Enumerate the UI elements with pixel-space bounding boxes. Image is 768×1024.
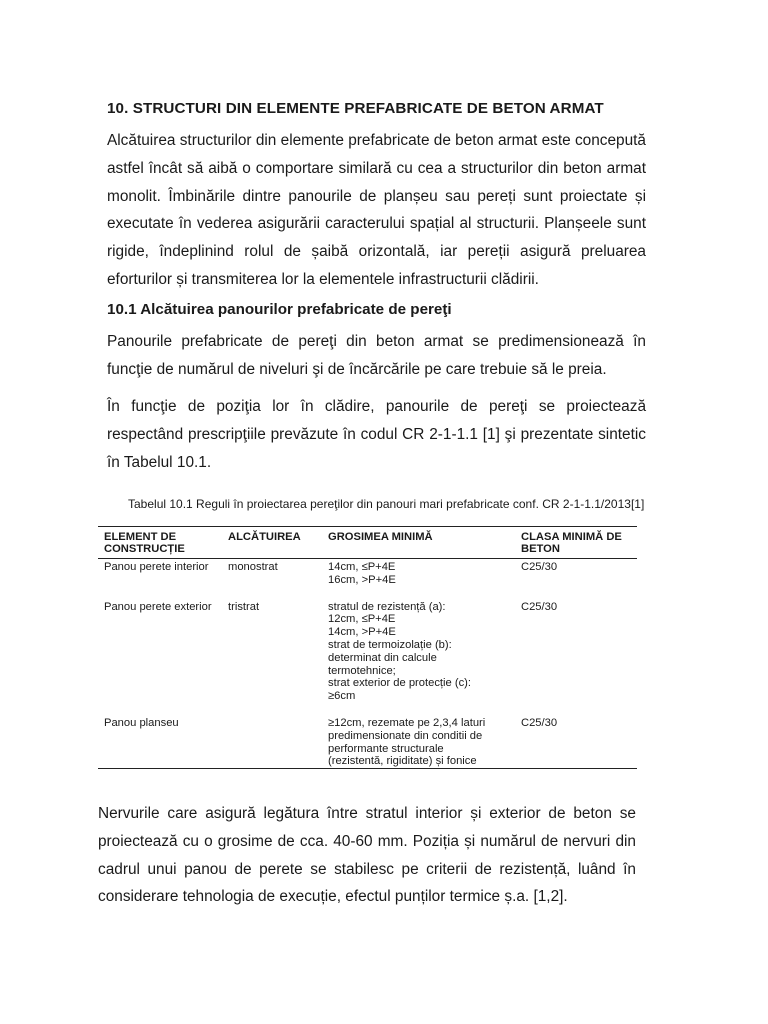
cell-element: Panou perete interior bbox=[104, 561, 209, 573]
table-row bbox=[98, 715, 637, 769]
cell-grosime bbox=[322, 559, 515, 599]
header-element: ELEMENT DE CONSTRUCȚIE bbox=[104, 531, 185, 555]
grosime-line: 14cm, >P+4E bbox=[328, 626, 396, 639]
header-alcatuire: ALCĂTUIREA bbox=[228, 531, 301, 543]
cell-alcatuire: monostrat bbox=[228, 561, 278, 573]
paragraph-prescriptii: În funcţie de poziţia lor în clădire, panourile de pereţi se proiectează respectând prescripţiile prevăzute în codul CR 2-1-1.1 [1] şi prezentate sintetic în Tabelul 10.1. bbox=[107, 398, 646, 471]
cell-element: Panou perete exterior bbox=[104, 600, 212, 613]
cell-clasa: C25/30 bbox=[521, 561, 558, 573]
cell-clasa: C25/30 bbox=[521, 716, 558, 729]
cell-element: Panou planseu bbox=[104, 716, 179, 729]
table-row bbox=[98, 559, 637, 599]
cell-grosime bbox=[322, 715, 515, 769]
cell-alcatuire bbox=[222, 715, 322, 769]
cell-clasa: C25/30 bbox=[521, 600, 558, 613]
grosime-line: determinat din calcule bbox=[328, 651, 437, 664]
grosime-line: ≥6cm bbox=[328, 690, 356, 703]
grosime-line: performante structurale bbox=[328, 742, 444, 755]
grosime-line: termotehnice; bbox=[328, 664, 396, 677]
grosime-line: strat exterior de protecție (c): bbox=[328, 677, 472, 690]
intro-paragraph: Alcătuirea structurilor din elemente prefabricate de beton armat este concepută astfel încât să aibă o comportare similară cu cea a structurilor din beton armat monolit. Îmbinările dintre panourile de planșeu sau pereți sunt proiectate și executate în vederea asigurării caracterului spațial al structurii. Planșeele sunt rigide, îndeplinind rolul de șaibă orizontală, iar pereții asigură preluarea eforturilor și transmiterea lor la elementele infrastructurii clădirii. bbox=[107, 132, 646, 288]
grosime-line: ≥12cm, rezemate pe 2,3,4 laturi bbox=[328, 716, 486, 729]
cell-alcatuire: tristrat bbox=[228, 600, 260, 613]
header-clasa: CLASA MINIMĂ DE BETON bbox=[521, 531, 622, 555]
cell-grosime bbox=[322, 599, 515, 715]
paragraph-nervuri: Nervurile care asigură legătura între stratul interior și exterior de beton se proiectează cu o grosime de cca. 40-60 mm. Poziția și numărul de nervuri din cadrul unui panou de perete se stabilesc pe criterii de rezistență, luând în considerare tehnologia de execuție, efectul punților termice ș.a. [1,2]. bbox=[98, 805, 636, 906]
paragraph-predimensionare: Panourile prefabricate de pereţi din beton armat se predimensionează în funcţie de numărul de niveluri şi de încărcările pe care trebuie să le preia. bbox=[107, 333, 646, 378]
table-row bbox=[98, 599, 637, 715]
subsection-title: 10.1 Alcătuirea panourilor prefabricate de pereţi bbox=[107, 301, 452, 318]
table-header-row bbox=[98, 527, 637, 559]
grosime-line: strat de termoizolație (b): bbox=[328, 638, 452, 651]
grosime-line: 14cm, ≤P+4E bbox=[328, 561, 396, 573]
grosime-line: 12cm, ≤P+4E bbox=[328, 613, 396, 626]
section-title: 10. STRUCTURI DIN ELEMENTE PREFABRICATE DE BETON ARMAT bbox=[107, 100, 604, 117]
grosime-line: stratul de rezistență (a): bbox=[328, 600, 446, 613]
grosime-line: predimensionate din conditii de bbox=[328, 729, 483, 742]
header-grosime: GROSIMEA MINIMĂ bbox=[328, 531, 433, 543]
rules-table bbox=[98, 526, 637, 769]
grosime-line: (rezistentă, rigiditate) și fonice bbox=[328, 755, 477, 768]
grosime-line: 16cm, >P+4E bbox=[328, 573, 396, 586]
table-caption: Tabelul 10.1 Reguli în proiectarea pereţilor din panouri mari prefabricate conf. CR 2-1-1.1/2013[1] bbox=[128, 497, 645, 511]
